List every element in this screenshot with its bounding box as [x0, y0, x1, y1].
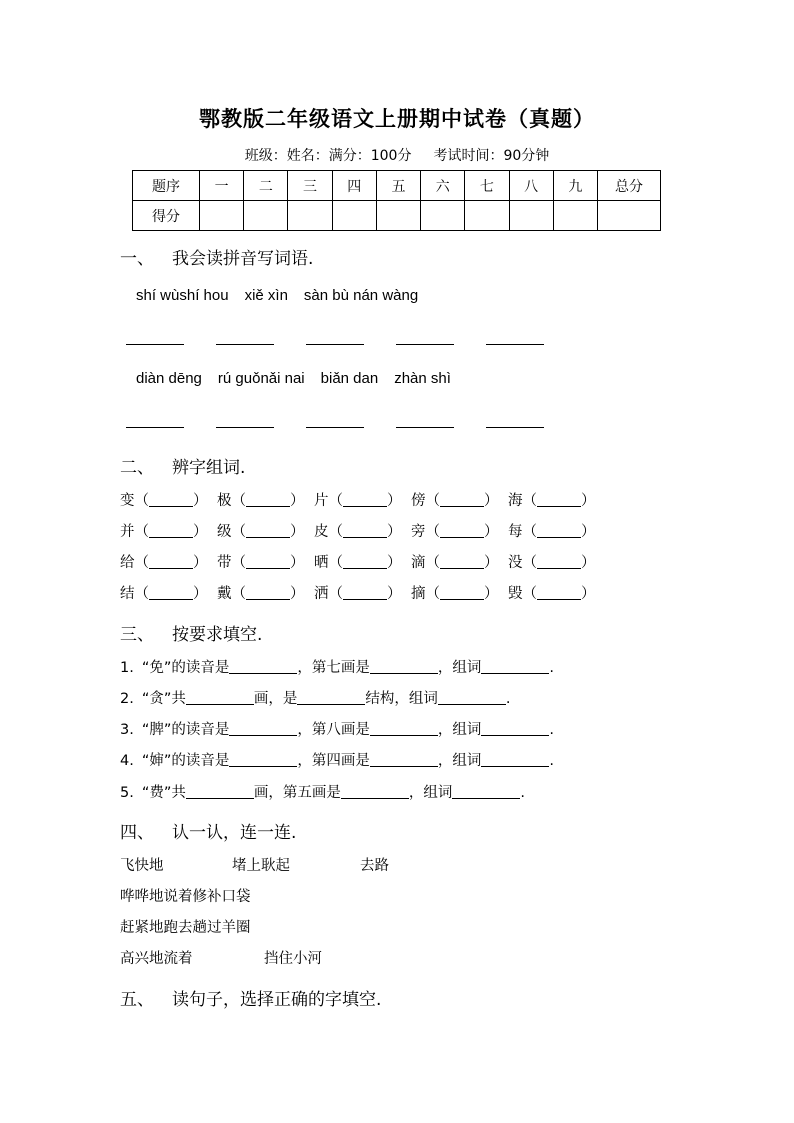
connect-item[interactable]: 飞快地 [120, 858, 164, 874]
fill-blank[interactable] [370, 659, 438, 674]
score-table [132, 170, 661, 231]
item-number: 3. [120, 722, 134, 738]
char-label: 毁 [508, 586, 523, 602]
char-label: 片 [314, 493, 329, 509]
score-header-cell: 题序 [133, 171, 200, 201]
char-pair [508, 582, 605, 603]
paren-close: ） [290, 586, 305, 602]
score-header-cell: 一 [200, 171, 244, 201]
word-blank[interactable] [246, 523, 290, 538]
char-label: 戴 [217, 586, 232, 602]
connect-item[interactable]: 堵上耿起 [232, 858, 290, 874]
char-pair [314, 551, 411, 572]
answer-blank[interactable] [122, 413, 212, 429]
answer-blank[interactable] [482, 413, 572, 429]
score-cell[interactable] [244, 201, 288, 231]
item-text: “免”的读音是 [141, 660, 230, 676]
answer-blank[interactable] [302, 413, 392, 429]
word-blank[interactable] [343, 554, 387, 569]
item-text: ，组词 [437, 753, 482, 769]
paren-close: ） [387, 524, 402, 540]
char-pair [120, 489, 217, 510]
fill-item [120, 749, 554, 770]
char-label: 变 [120, 493, 135, 509]
char-label: 海 [508, 493, 523, 509]
section-2-heading [120, 453, 245, 478]
char-label: 傍 [411, 493, 426, 509]
answer-blank[interactable] [392, 330, 482, 346]
paren-close: ） [581, 493, 596, 509]
word-blank[interactable] [246, 585, 290, 600]
word-blank[interactable] [343, 492, 387, 507]
score-header-cell: 二 [244, 171, 288, 201]
char-label: 极 [217, 493, 232, 509]
item-text: 画，是 [253, 691, 298, 707]
item-text: “费”共 [141, 785, 186, 801]
paren-open: （ [134, 493, 149, 509]
char-label: 带 [217, 555, 232, 571]
pinyin-item: xiě xìn [244, 287, 288, 304]
item-end: . [520, 785, 525, 801]
word-blank[interactable] [537, 492, 581, 507]
answer-blank[interactable] [392, 413, 482, 429]
section-text: 我会读拼音写词语. [172, 249, 314, 269]
char-pair [411, 489, 508, 510]
char-pair [217, 551, 314, 572]
char-label: 皮 [314, 524, 329, 540]
score-cell[interactable] [288, 201, 332, 231]
paren-open: （ [328, 555, 343, 571]
score-cell[interactable] [598, 201, 661, 231]
paren-close: ） [193, 586, 208, 602]
answer-blank[interactable] [122, 330, 212, 346]
pinyin-row-1 [136, 287, 434, 304]
paren-open: （ [522, 586, 537, 602]
score-cell[interactable] [376, 201, 420, 231]
item-text: ，第四画是 [297, 753, 370, 769]
fill-blank[interactable] [452, 784, 520, 799]
pinyin-row-2 [136, 370, 467, 387]
score-cell[interactable] [332, 201, 376, 231]
connect-row-2[interactable]: 哗哗地说着修补口袋 [120, 889, 251, 905]
pinyin-item: rú guǒnǎi nai [217, 370, 305, 387]
paren-close: ） [387, 555, 402, 571]
connect-item[interactable]: 去路 [360, 858, 389, 874]
item-end: . [549, 722, 554, 738]
char-pair [411, 582, 508, 603]
paren-open: （ [134, 555, 149, 571]
word-blank[interactable] [440, 554, 484, 569]
fill-blank[interactable] [186, 690, 254, 705]
paren-open: （ [425, 555, 440, 571]
section-number: 五、 [120, 990, 154, 1010]
word-blank[interactable] [440, 492, 484, 507]
score-table-score-row [133, 201, 661, 231]
fill-item [120, 781, 525, 802]
word-blank[interactable] [149, 523, 193, 538]
answer-blanks-row-2 [122, 413, 572, 429]
paren-close: ） [484, 524, 499, 540]
paren-open: （ [522, 555, 537, 571]
paren-open: （ [328, 586, 343, 602]
word-blank[interactable] [246, 554, 290, 569]
char-pair [411, 520, 508, 541]
word-blank[interactable] [246, 492, 290, 507]
section-5-heading [120, 985, 381, 1010]
char-pair [314, 582, 411, 603]
paren-open: （ [522, 524, 537, 540]
item-text: ，组词 [408, 785, 453, 801]
fill-blank[interactable] [229, 659, 297, 674]
paren-close: ） [193, 524, 208, 540]
score-header-cell: 七 [465, 171, 509, 201]
fill-blank[interactable] [438, 690, 506, 705]
answer-blank[interactable] [482, 330, 572, 346]
page-title: 鄂教版二年级语文上册期中试卷（真题） [199, 106, 595, 131]
item-number: 2. [120, 691, 134, 707]
paren-close: ） [387, 586, 402, 602]
score-cell[interactable] [421, 201, 465, 231]
pinyin-item: biǎn dan [320, 370, 379, 387]
item-text: ，组词 [437, 660, 482, 676]
score-cell[interactable] [509, 201, 553, 231]
score-header-cell: 九 [553, 171, 597, 201]
paren-close: ） [581, 555, 596, 571]
item-text: “脾”的读音是 [141, 722, 230, 738]
item-number: 1. [120, 660, 134, 676]
fill-blank[interactable] [481, 659, 549, 674]
fill-item [120, 656, 554, 677]
section-text: 辨字组词. [172, 458, 246, 478]
fill-blank[interactable] [481, 721, 549, 736]
connect-row-4 [120, 947, 322, 968]
subtitle [0, 145, 794, 165]
fill-blank[interactable] [229, 752, 297, 767]
word-blank[interactable] [440, 585, 484, 600]
answer-blank[interactable] [212, 330, 302, 346]
score-header-cell: 三 [288, 171, 332, 201]
section-number: 四、 [120, 823, 154, 843]
pinyin-item: diàn dēng [136, 370, 202, 387]
score-header-cell: 五 [376, 171, 420, 201]
paren-close: ） [290, 493, 305, 509]
section-number: 一、 [120, 249, 154, 269]
pinyin-item: shí wùshí hou [136, 287, 229, 304]
paren-open: （ [134, 524, 149, 540]
char-label: 晒 [314, 555, 329, 571]
char-pair [217, 582, 314, 603]
section-text: 读句子，选择正确的字填空. [172, 990, 382, 1010]
char-label: 给 [120, 555, 135, 571]
paren-open: （ [328, 524, 343, 540]
score-cell[interactable] [553, 201, 597, 231]
paren-open: （ [231, 493, 246, 509]
char-label: 旁 [411, 524, 426, 540]
score-row-label: 得分 [133, 201, 200, 231]
word-blank[interactable] [149, 585, 193, 600]
char-label: 并 [120, 524, 135, 540]
paren-open: （ [134, 586, 149, 602]
char-label: 没 [508, 555, 523, 571]
item-text: ，组词 [437, 722, 482, 738]
char-row [120, 520, 605, 541]
section-3-heading [120, 620, 262, 645]
connect-row-1 [120, 854, 389, 875]
char-pair [217, 520, 314, 541]
item-text: “贪”共 [141, 691, 186, 707]
fill-item [120, 687, 510, 708]
char-pair [411, 551, 508, 572]
char-label: 洒 [314, 586, 329, 602]
score-header-cell: 六 [421, 171, 465, 201]
word-blank[interactable] [537, 554, 581, 569]
fill-blank[interactable] [370, 721, 438, 736]
fill-blank[interactable] [297, 690, 365, 705]
char-label: 结 [120, 586, 135, 602]
word-blank[interactable] [537, 585, 581, 600]
char-pair [314, 520, 411, 541]
item-text: 画，第五画是 [253, 785, 341, 801]
score-header-cell: 八 [509, 171, 553, 201]
section-4-heading [120, 818, 296, 843]
item-text: 结构，组词 [365, 691, 438, 707]
char-label: 摘 [411, 586, 426, 602]
char-pair [508, 551, 605, 572]
paren-open: （ [425, 493, 440, 509]
char-pair [508, 520, 605, 541]
word-blank[interactable] [343, 585, 387, 600]
score-header-cell: 四 [332, 171, 376, 201]
section-text: 认一认，连一连. [172, 823, 297, 843]
fill-blank[interactable] [481, 752, 549, 767]
word-blank[interactable] [149, 492, 193, 507]
paren-open: （ [231, 555, 246, 571]
char-row [120, 551, 605, 572]
paren-close: ） [290, 555, 305, 571]
connect-item[interactable]: 高兴地流着 [120, 951, 193, 967]
pinyin-item: zhàn shì [394, 370, 451, 387]
paren-open: （ [425, 586, 440, 602]
connect-item[interactable]: 挡住小河 [264, 951, 322, 967]
word-blank[interactable] [343, 523, 387, 538]
char-row [120, 489, 605, 510]
paren-open: （ [231, 524, 246, 540]
item-number: 4. [120, 753, 134, 769]
char-pair [508, 489, 605, 510]
section-number: 三、 [120, 625, 154, 645]
item-text: ，第八画是 [297, 722, 370, 738]
char-label: 级 [217, 524, 232, 540]
section-number: 二、 [120, 458, 154, 478]
paren-open: （ [231, 586, 246, 602]
paren-close: ） [193, 493, 208, 509]
answer-blank[interactable] [302, 330, 392, 346]
char-pair [217, 489, 314, 510]
char-pair [120, 551, 217, 572]
word-blank[interactable] [149, 554, 193, 569]
char-row [120, 582, 605, 603]
score-table-header-row [133, 171, 661, 201]
char-label: 滴 [411, 555, 426, 571]
paren-close: ） [387, 493, 402, 509]
paren-close: ） [484, 493, 499, 509]
paren-open: （ [328, 493, 343, 509]
char-pair [120, 520, 217, 541]
fill-blank[interactable] [370, 752, 438, 767]
pinyin-item: sàn bù nán wàng [303, 287, 419, 304]
paren-close: ） [484, 555, 499, 571]
score-header-cell: 总分 [598, 171, 661, 201]
char-pair [314, 489, 411, 510]
section-text: 按要求填空. [172, 625, 263, 645]
fill-blank[interactable] [186, 784, 254, 799]
paren-close: ） [193, 555, 208, 571]
item-text: “婶”的读音是 [141, 753, 230, 769]
time-info: 考试时间：90分钟 [433, 148, 550, 164]
char-pair [120, 582, 217, 603]
char-label: 每 [508, 524, 523, 540]
answer-blanks-row-1 [122, 330, 572, 346]
paren-open: （ [425, 524, 440, 540]
fill-blank[interactable] [341, 784, 409, 799]
connect-row-3[interactable]: 赶紧地跑去趟过羊圈 [120, 920, 251, 936]
fill-item [120, 718, 554, 739]
paren-close: ） [290, 524, 305, 540]
paren-close: ） [484, 586, 499, 602]
item-end: . [549, 753, 554, 769]
item-end: . [505, 691, 511, 707]
score-cell[interactable] [200, 201, 244, 231]
score-cell[interactable] [465, 201, 509, 231]
class-info: 班级：姓名：满分：100分 [244, 148, 412, 164]
answer-blank[interactable] [212, 413, 302, 429]
fill-blank[interactable] [229, 721, 297, 736]
paren-open: （ [522, 493, 537, 509]
paren-close: ） [581, 586, 596, 602]
item-number: 5. [120, 785, 134, 801]
word-blank[interactable] [440, 523, 484, 538]
item-text: ，第七画是 [297, 660, 370, 676]
section-1-heading [120, 244, 313, 269]
paren-close: ） [581, 524, 596, 540]
word-blank[interactable] [537, 523, 581, 538]
item-end: . [549, 660, 554, 676]
